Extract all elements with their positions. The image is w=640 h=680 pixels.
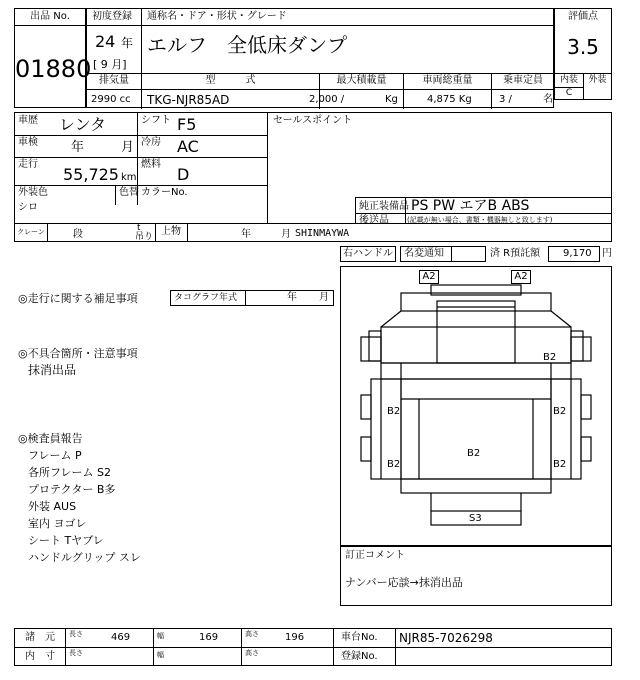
steering: 右ハンドル xyxy=(343,248,393,259)
inspector-item: 外装 AUS xyxy=(28,500,77,513)
interior-score: C xyxy=(565,88,573,98)
height-label: 高さ xyxy=(245,630,259,638)
body-year: 年 xyxy=(241,229,251,240)
chassis: NJR85-7026298 xyxy=(399,631,493,645)
mileage-unit: km xyxy=(121,172,137,183)
inspector-item: フレーム P xyxy=(28,449,82,462)
lot-no-label: 出品 No. xyxy=(30,11,70,22)
fuel-label: 燃料 xyxy=(141,159,161,170)
color-no-label2: カラーNo. xyxy=(141,187,188,198)
crane-label: クレーン xyxy=(17,228,45,236)
defect-text: 抹消出品 xyxy=(28,363,77,377)
lot-no: 01880 xyxy=(15,55,92,83)
r-amount-box xyxy=(548,246,600,262)
tachograph-year: 年 xyxy=(287,292,297,303)
capacity-unit: 名 xyxy=(543,94,553,105)
correction-box xyxy=(340,546,612,606)
mileage-label: 走行 xyxy=(18,159,38,170)
inspector-list xyxy=(28,447,141,566)
steering-box xyxy=(340,246,396,262)
equipment-label: 純正装備品 xyxy=(359,201,409,212)
exterior-color: シロ xyxy=(18,202,38,213)
damage-diagram xyxy=(340,266,612,546)
cooler: AC xyxy=(177,137,199,156)
model: TKG-NJR85AD xyxy=(147,93,230,107)
header-main xyxy=(86,8,554,108)
defect-label: ◎不具合箇所・注意事項 xyxy=(18,347,138,360)
mark-box xyxy=(419,270,439,284)
crane-lift: 吊り xyxy=(135,232,154,242)
capacity: 3 / xyxy=(499,94,512,105)
inner-label: 内 寸 xyxy=(25,651,55,662)
inspection-month: 月 xyxy=(121,140,135,155)
inspector-item: 各所フレーム S2 xyxy=(28,466,112,479)
displacement-label: 排気量 xyxy=(99,75,129,86)
r-unit: 円 xyxy=(602,248,612,259)
crane-ton: t xyxy=(137,223,141,233)
history-label: 車歴 xyxy=(18,115,38,126)
lot-no-box xyxy=(14,8,92,108)
name-change-label: 名変通知 xyxy=(404,248,444,259)
history: レンタ xyxy=(59,115,106,134)
damage-mark: S3 xyxy=(469,513,482,524)
truck-outline xyxy=(341,267,611,545)
driving-label: ◎走行に関する補足事項 xyxy=(18,292,138,305)
tachograph-label: タコグラフ年式 xyxy=(174,293,238,303)
damage-mark: B2 xyxy=(467,448,481,459)
vehicle-name-label: 通称名・ドア・形状・グレード xyxy=(147,11,287,22)
body-label: 上物 xyxy=(161,226,181,237)
body-month: 月 xyxy=(281,229,291,240)
model-label: 型 式 xyxy=(205,75,256,86)
interior-label: 内装 xyxy=(559,75,578,85)
correction-label: 訂正コメント xyxy=(345,550,405,561)
aftermarket-label: 後送品 xyxy=(359,215,389,226)
sales-point-label: セールスポイント xyxy=(273,115,353,126)
inspection-year: 年 xyxy=(71,140,85,155)
year-unit: 年 xyxy=(121,36,134,50)
registration-label: 登録No. xyxy=(341,651,378,662)
damage-mark: B2 xyxy=(553,406,567,417)
r-amount: 9,170 xyxy=(563,248,592,259)
tachograph-month: 月 xyxy=(319,292,329,303)
first-reg-label: 初度登録 xyxy=(92,11,132,22)
exterior-color-label: 外装色 xyxy=(18,187,48,198)
length: 469 xyxy=(111,632,131,643)
gross-weight: 4,875 Kg xyxy=(427,94,472,105)
color-no-label: 色替 xyxy=(119,187,139,198)
max-load-unit: Kg xyxy=(385,94,398,105)
inspection-label: 車検 xyxy=(18,137,38,148)
cooler-label: 冷房 xyxy=(141,137,161,148)
equipment: PS PW エアB ABS xyxy=(411,198,530,214)
tachograph-box xyxy=(170,290,334,306)
length-label: 長さ xyxy=(69,630,83,638)
height: 196 xyxy=(285,632,305,643)
shift: F5 xyxy=(177,115,197,134)
crane-stage: 段 xyxy=(73,229,83,240)
r-note: 済 R預託額 xyxy=(490,248,541,259)
fuel: D xyxy=(177,165,190,184)
correction-text: ナンバー応談→抹消出品 xyxy=(345,576,463,589)
inspector-label: ◎検査員報告 xyxy=(18,432,83,445)
gross-weight-label: 車両総重量 xyxy=(422,75,473,86)
width-label: 幅 xyxy=(157,632,164,640)
damage-mark: B2 xyxy=(387,459,401,470)
mark-box xyxy=(511,270,531,284)
name-change-box xyxy=(400,246,486,262)
damage-mark: B2 xyxy=(553,459,567,470)
vehicle-name: エルフ 全低床ダンプ xyxy=(147,33,348,57)
damage-mark: B2 xyxy=(543,352,557,363)
first-reg-year: 24 xyxy=(95,32,116,51)
grade-label: 評価点 xyxy=(568,11,598,22)
dims-label: 諸 元 xyxy=(25,632,55,643)
body-maker: SHINMAYWA xyxy=(295,228,350,239)
inner-height-label: 高さ xyxy=(245,649,259,657)
details-block xyxy=(14,112,612,242)
shift-label: シフト xyxy=(141,115,171,126)
inner-length-label: 長さ xyxy=(69,649,83,657)
damage-mark: B2 xyxy=(387,406,401,417)
displacement: 2990 cc xyxy=(91,94,131,105)
exterior-label: 外装 xyxy=(588,75,607,85)
max-load: 2,000 / xyxy=(309,94,345,105)
first-reg-month: [ 9 月] xyxy=(93,58,127,71)
chassis-label: 車台No. xyxy=(341,632,378,643)
damage-mark: A2 xyxy=(514,271,528,282)
grade-box xyxy=(554,8,612,100)
capacity-label: 乗車定員 xyxy=(503,75,543,86)
max-load-label: 最大積載量 xyxy=(336,75,387,86)
inspector-item: シート Tヤブレ xyxy=(28,534,104,547)
inspector-item: プロテクター B多 xyxy=(28,483,116,496)
inspector-item: ハンドルグリップ スレ xyxy=(28,551,141,564)
grade: 3.5 xyxy=(567,35,599,59)
footer-table xyxy=(14,628,612,666)
aftermarket-note: (記載が無い場合、書類・機器無しと致します) xyxy=(407,216,553,224)
inner-width-label: 幅 xyxy=(157,651,164,659)
mileage: 55,725 xyxy=(63,165,119,184)
width: 169 xyxy=(199,632,219,643)
damage-mark: A2 xyxy=(422,271,436,282)
inspector-item: 室内 ヨゴレ xyxy=(28,517,87,530)
